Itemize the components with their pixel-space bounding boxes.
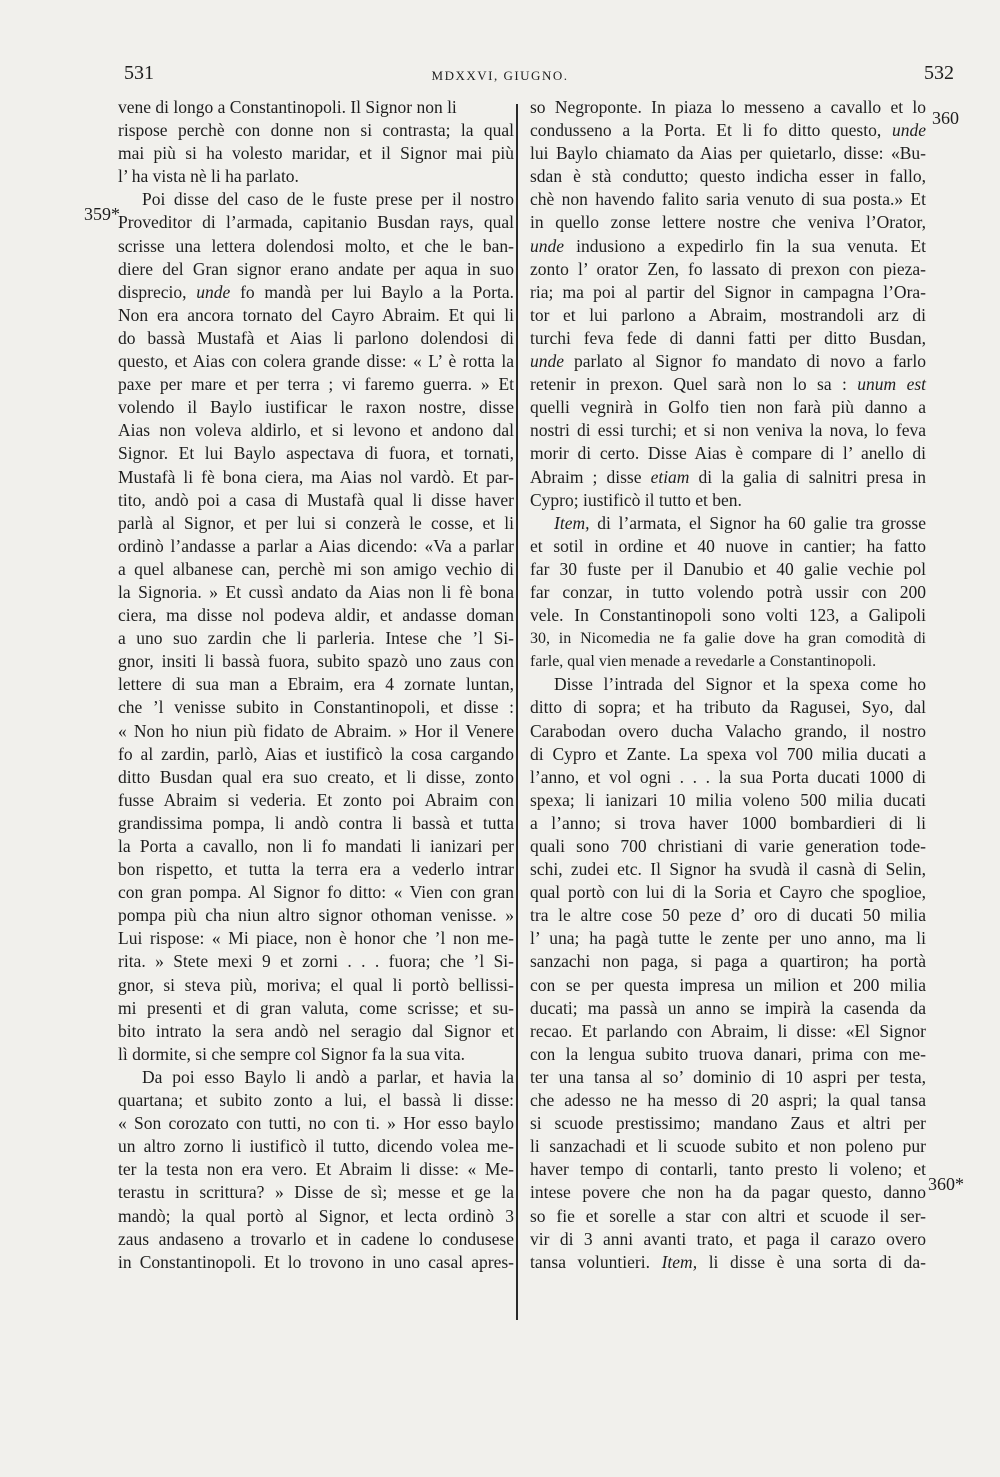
text-line: Carabodan overo ducha Valacho grando, il nostro [530, 720, 926, 741]
italic-term: unde [530, 235, 565, 256]
text-segment: di l’armata, el Signor ha 60 galie tra grosse [597, 512, 927, 533]
text-line: si scuode prestissimo; mandano Zaus et altri per [530, 1113, 926, 1134]
text-line: Proveditor di l’armada, capitanio Busdan rays, qual [118, 212, 514, 233]
text-line: ciera, ma disse nol podeva aldir, et andasse doman [118, 605, 514, 626]
text-line: con la lengua subito truova danari, prima con me- [530, 1043, 926, 1064]
text-segment: indusiono a expedirlo fin la sua venuta. Et [576, 235, 927, 256]
text-segment: fo mandà per lui Baylo a la Porta. [240, 281, 514, 302]
text-line [530, 1251, 926, 1274]
italic-term: unum est [857, 374, 927, 395]
right-column [530, 96, 926, 1274]
text-line: mai più si ha volesto maridar, et il Signor mai più [118, 143, 514, 164]
text-line [530, 373, 926, 396]
page-number-right: 532 [924, 62, 954, 84]
text-line: vir di 3 anni avanti trato, et paga il carazo overo [530, 1228, 926, 1249]
text-line: l’anno, et vol ogni . . . la sua Porta ducati 1000 di [530, 766, 926, 787]
text-line: ria; ma poi al partir del Signor in campagna l’Ora- [530, 281, 926, 302]
text-line: bon rispetto, et tutta la terra era a vederlo intrar [118, 859, 514, 880]
italic-term: unde [891, 120, 926, 141]
text-line: lui Baylo chiamato da Aias per quietarlo, disse: «Bu- [530, 143, 926, 164]
running-title: MDXXVI, GIUGNO. [431, 68, 569, 83]
margin-note-359: 359* [84, 204, 120, 224]
text-line: in quello zonse lettere nostre che veniva l’Orator, [530, 212, 926, 233]
text-line: ducati; ma passà un anno se impirà la casenda da [530, 997, 926, 1018]
text-line: mi presenti et di gran valuta, come scrisse; et su- [118, 997, 514, 1018]
text-line: diere del Gran signor erano andate per aqua in suo [118, 258, 514, 279]
margin-note-360: 360 [932, 108, 959, 128]
text-segment: tansa voluntieri. [530, 1251, 650, 1272]
text-line [530, 350, 926, 373]
text-line: ter la testa non era vero. Et Abraim li disse: « Me- [118, 1159, 514, 1180]
text-line: Non era ancora tornato del Cayro Abraim. Et qui li [118, 304, 514, 325]
text-line: fo al zardin, parlò, Aias et iustificò la cosa cargando [118, 743, 514, 764]
paragraph-start: Da poi esso Baylo li andò a parlar, et havia la [142, 1066, 514, 1087]
text-line: gnor, si steva più, moriva; el qual li portò bellissi- [118, 974, 514, 995]
text-line: tra le altre cose 50 peze d’ oro di ducati 50 milia [530, 905, 926, 926]
text-line: haver tempo di contarli, tanto presto li voleno; et [530, 1159, 926, 1180]
paragraph-start: Disse l’intrada del Signor et la spexa come ho [554, 674, 926, 695]
text-line: sanzachi non paga, si paga a quartiron; ha portà [530, 951, 926, 972]
text-line: questo, et Aias con colera grande disse: « L’ è rotta la [118, 351, 514, 372]
text-line: quali sono 700 christiani di varie generation tode- [530, 836, 926, 856]
text-line [530, 119, 926, 142]
text-line: Signor. Et lui Baylo aspectava di fuora, et tornati, [118, 443, 514, 464]
text-line: « Non ho niun più fidato de Abraim. » Hor il Venere [118, 720, 514, 741]
text-line: turchi feva fede di danni fatti per ditto Busdan, [530, 327, 926, 348]
text-line: che ’l venisse subito in Constantinopoli, et disse : [118, 697, 514, 718]
text-line: a l’anno; si trova haver 1000 bombardieri di li [530, 812, 926, 833]
paragraph-start [530, 512, 926, 535]
text-line: mandò; la qual portò al Signor, et lecta ordinò 3 [118, 1205, 514, 1226]
text-line: la Signoria. » Et cussì andato da Aias non li fè bona [118, 581, 514, 602]
text-line: lì dormite, si che sempre col Signor fa la sua vita. [118, 1043, 465, 1064]
text-line: far conzar, in tutto volendo potrà ussir con 200 [530, 581, 926, 602]
text-line: so Negroponte. In piaza lo messeno a cavallo et lo [530, 97, 926, 117]
text-segment: disprecio, [118, 281, 187, 302]
text-line: con gran pompa. Al Signor fo ditto: « Vien con gran [118, 882, 514, 903]
text-segment: parlato al Signor fo mandato di novo a farlo [574, 351, 927, 372]
text-line: rispose perchè con donne non si contrasta; la qual [118, 120, 514, 141]
text-line: tor et lui parlono a Abraim, mostrandoli arz di [530, 304, 926, 325]
text-line: li sanzachadi et li scuode subito et non poleno pur [530, 1136, 926, 1157]
text-line: « Son corozato con tutti, no con ti. » Hor esso baylo [118, 1113, 514, 1134]
italic-term: Item, [554, 512, 590, 533]
text-line: gnor, insiti li bassà fuora, subito spazò uno zaus con [118, 651, 514, 672]
text-line: terastu in scrittura? » Disse de sì; messe et ge la [118, 1182, 514, 1203]
text-line: spexa; li ianizari 10 milia voleno 500 milia ducati [530, 789, 926, 810]
text-line: vele. In Constantinopoli sono volti 123, a Galipoli [530, 605, 926, 626]
italic-term: unde [530, 351, 565, 372]
left-column [118, 96, 514, 1274]
text-line: vene di longo a Constantinopoli. Il Signor non li [118, 97, 457, 117]
text-line: zonto l’ orator Zen, fo lassato di prexon con pieza- [530, 258, 926, 279]
text-line: sdan è stà condutto; questo indicha esser in fallo, [530, 166, 926, 187]
text-line [530, 235, 926, 258]
paragraph-start: Poi disse del caso de le fuste prese per il nostro [142, 189, 514, 210]
page-header [0, 62, 1000, 92]
text-line: ordinò l’andasse a parlar a Aias dicendo: «Va a parlar [118, 535, 514, 556]
text-line: et sotil in ordine et 40 nuove in cantier; ha fatto [530, 535, 926, 556]
text-line: so fie et sorelle a star con altri et scuode il ser- [530, 1205, 926, 1226]
column-divider [516, 104, 518, 1320]
text-line: ter una tansa al so’ dominio di 10 aspri per testa, [530, 1066, 926, 1087]
text-line: farle, qual vien menade a revedarle a Constantinopoli. [530, 653, 877, 671]
text-segment: Abraim ; disse [530, 466, 642, 487]
text-line: pompa più cha niun altro signor othoman venisse. » [118, 905, 514, 926]
margin-note-360-star: 360* [928, 1174, 964, 1194]
text-line: tito, andò poi a casa di Mustafà qual li disse haver [118, 489, 514, 510]
text-line: fusse Abraim si vederia. Et zonto poi Abraim con [118, 789, 514, 810]
text-segment: di la galia di salnitri presa in [698, 466, 926, 487]
text-line: a quel albanese can, perchè mi son amigo vechio di [118, 558, 514, 579]
italic-term: unde [196, 281, 231, 302]
text-line [118, 281, 514, 304]
text-line: quartana; et subito zonto a lui, el bassà li disse: [118, 1090, 514, 1111]
text-line: paxe per mare et per terra ; vi faremo guerra. » Et [118, 374, 514, 395]
text-line: intese povere che non ha da pagar questo, danno [530, 1182, 926, 1203]
text-line: l’ una; ha pagà tutte le zente per uno anno, ma li [530, 928, 926, 949]
text-line: l’ ha vista nè li ha parlato. [118, 166, 299, 187]
text-line: lettere di sua man a Ebraim, era 4 zornate luntan, [118, 674, 514, 695]
text-line: 30, in Nicomedia ne fa galie dove ha gran comodità di [530, 630, 926, 648]
text-line: Aias non voleva aldirlo, et si levono et andono dal [118, 420, 514, 441]
text-line: morir di certo. Disse Aias è compare di l’ anello di [530, 443, 926, 464]
text-line: zaus andaseno a trovarlo et in cadene lo condusese [118, 1228, 514, 1249]
text-line [530, 466, 926, 489]
text-line: rita. » Stete mexi 9 et zorni . . . fuora; che ’l Si- [118, 951, 514, 972]
text-line: do bassà Mustafà et Aias li parlono dolendosi di [118, 327, 514, 348]
text-line: chè non havendo falito saria venuto di sua posta.» Et [530, 189, 926, 210]
text-line: a uno suo zardin che li parleria. Intese che ’l Si- [118, 628, 514, 649]
text-line: con se per questa impresa un milion et 200 milia [530, 974, 926, 995]
text-line: ditto di sopra; et ha tributo da Ragusei, Syo, dal [530, 697, 926, 718]
text-segment: retenir in prexon. Quel sarà non lo sa : [530, 374, 847, 395]
text-segment: li disse è una sorta di da- [708, 1251, 927, 1272]
text-line: di Cypro et Zante. La spexa vol 700 milia ducati a [530, 743, 926, 764]
text-line: ditto Busdan qual era suo creato, et li disse, zonto [118, 766, 514, 787]
text-line: far 30 fuste per il Danubio et 40 galie vechie pol [530, 558, 926, 579]
text-line: schi, zudei etc. Il Signor ha svudà il casnà di Selin, [530, 859, 926, 880]
text-line: volendo il Baylo iustificar le raxon nostre, disse [118, 397, 514, 418]
page-number-left: 531 [124, 62, 154, 84]
text-line: in Constantinopoli. Et lo trovono in uno casal apres- [118, 1251, 514, 1272]
text-line: la Porta a cavallo, non li fo mandati li ianizari per [118, 836, 514, 856]
text-line: Cypro; iustificò il tutto et ben. [530, 489, 742, 510]
italic-term: Item, [661, 1251, 698, 1272]
text-line: parlà al Signor, et per lui si conzerà le cosse, et li [118, 512, 514, 533]
italic-term: etiam [650, 466, 690, 487]
text-line: un altro zorno li iustificò il tutto, dicendo volea me- [118, 1136, 514, 1157]
text-line: qual portò con lui di la Soria et Cayro che spoglioe, [530, 882, 926, 903]
text-line: Lui rispose: « Mi piace, non è honor che ’l non me- [118, 928, 514, 949]
text-line: quelli vegnirà in Golfo tien non farà più danno a [530, 397, 926, 418]
text-line: Mustafà li fè bona ciera, ma Aias nol vardò. Et par- [118, 466, 514, 487]
text-line: che adesso ne ha messo di 20 aspri; la qual tansa [530, 1090, 926, 1111]
text-line: bito intrato la sera andò nel seragio dal Signor et [118, 1020, 514, 1041]
text-segment: condusseno a la Porta. Et li fo ditto questo, [530, 120, 882, 141]
text-line: scrisse una lettera dolendosi molto, et che le ban- [118, 235, 514, 256]
text-line: grandissima pompa, li andò contra li bassà et tutta [118, 812, 514, 833]
text-line: recao. Et parlando con Abraim, li disse: «El Signor [530, 1020, 926, 1041]
text-line: nostri di essi turchi; et si non veniva la nova, lo feva [530, 420, 926, 441]
